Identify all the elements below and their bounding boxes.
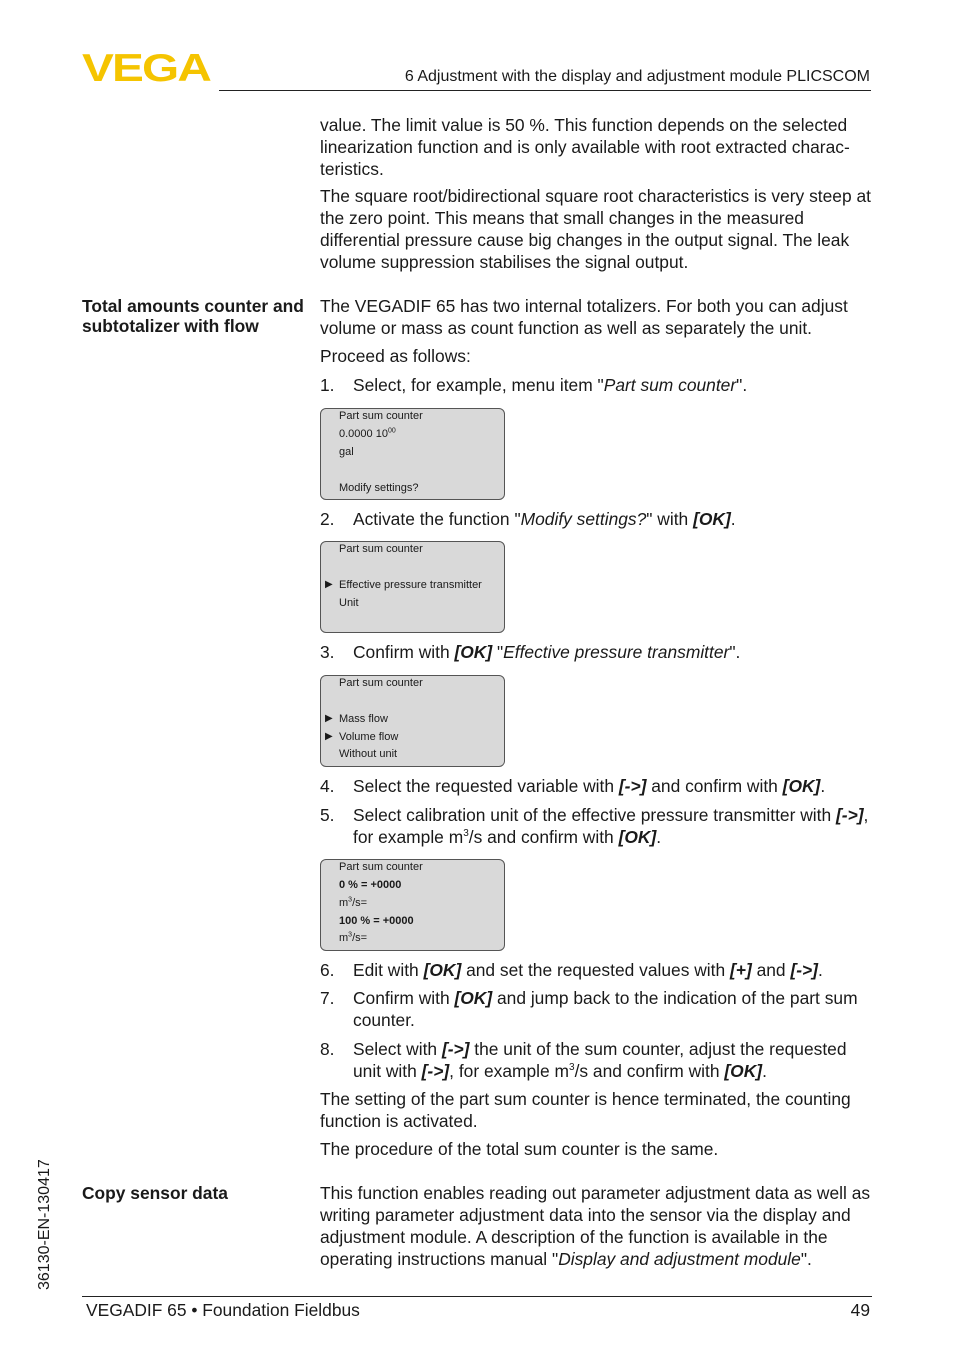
totalizer-paragraph-3: The setting of the part sum counter is hence terminated, the counting function is activated. [320,1089,851,1131]
document-code: 36130-EN-130417 [36,1159,53,1290]
display-menu-item: Effective pressure transmitter [339,579,482,591]
chapter-title: 6 Adjustment with the display and adjustment module PLICSCOM [404,68,870,85]
totalizer-paragraph-2: Proceed as follows: [320,346,471,366]
display-prompt: Modify settings? [339,482,419,494]
step-3: 3. Confirm with [OK] "Effective pressure transmitter". [320,642,741,662]
display-title: Part sum counter [339,410,423,422]
section-heading-copy: Copy sensor data [82,1183,228,1203]
step-2: 2. Activate the function "Modify settings?" with [OK]. [320,509,736,529]
logo-text: VEGA [82,50,212,84]
step-4: 4. Select the requested variable with [->] and confirm with [OK]. [320,776,826,796]
totalizer-paragraph-1: The VEGADIF 65 has two internal totalizers. For both you can adjust volume or mass as count function as well as separately the unit. [320,296,848,338]
display-menu-item: Mass flow [339,713,388,725]
display-menu-pressure-transmitter [320,541,505,633]
display-value: 0.0000 $10^{00}$ [339,427,396,440]
footer-product: VEGADIF 65 • Foundation Fieldbus [86,1300,360,1320]
triangle-right-icon: ▶ [325,579,333,590]
vega-logo [82,50,212,84]
page-number: 49 [850,1300,870,1320]
display-menu-item: Without unit [339,748,398,760]
step-6: 6. Edit with [OK] and set the requested values with [+] and [->]. [320,960,823,980]
display-calibration-values [320,859,505,951]
step-8: 8. Select with [->] the unit of the sum counter, adjust the requested unit with [->], for example $m^3/s$ and confirm with [OK]. [320,1039,847,1081]
step-1: 1. Select, for example, menu item "Part sum counter". [320,375,748,395]
intro-paragraph-1: value. The limit value is 50 %. This function depends on the selected linearization function and is only available with root extracted charac-teristics. [320,115,850,179]
display-title: Part sum counter [339,543,423,555]
step-5: 5. Select calibration unit of the effective pressure transmitter with [->], for example $m^3/s$ and confirm with [OK]. [320,805,869,847]
triangle-right-icon: ▶ [325,731,333,742]
section-heading-totalizer: Total amounts counter and subtotalizer with flow [82,296,304,336]
display-title: Part sum counter [339,861,423,873]
display-unit: gal [339,446,354,458]
display-menu-flow [320,675,505,767]
display-value-100: 100 % = +0000 [339,915,414,927]
intro-paragraph-2: The square root/bidirectional square root characteristics is very steep at the zero point. This means that small changes in the measured differential pressure cause big changes in the output signal. The leak volume suppression stabilises the signal output. [320,186,871,272]
display-unit: $m^3/s=$ [339,931,368,944]
display-value-0: 0 % = +0000 [339,879,402,891]
display-menu-item: Unit [339,597,359,609]
display-title: Part sum counter [339,677,423,689]
display-part-sum-counter [320,408,505,500]
footer-divider [82,1296,872,1297]
display-menu-item: Volume flow [339,731,399,743]
triangle-right-icon: ▶ [325,713,333,724]
step-7: 7. Confirm with [OK] and jump back to the indication of the part sum counter. [320,988,858,1030]
display-unit: $m^3/s=$ [339,896,368,909]
totalizer-paragraph-4: The procedure of the total sum counter is the same. [320,1139,719,1159]
copy-paragraph: This function enables reading out parameter adjustment data as well as writing parameter adjustment data into the sensor via the display and adjustment module. A description of the function is available in the operating instructions manual "Display and adjustment module". [320,1183,871,1269]
header-divider [219,90,871,91]
